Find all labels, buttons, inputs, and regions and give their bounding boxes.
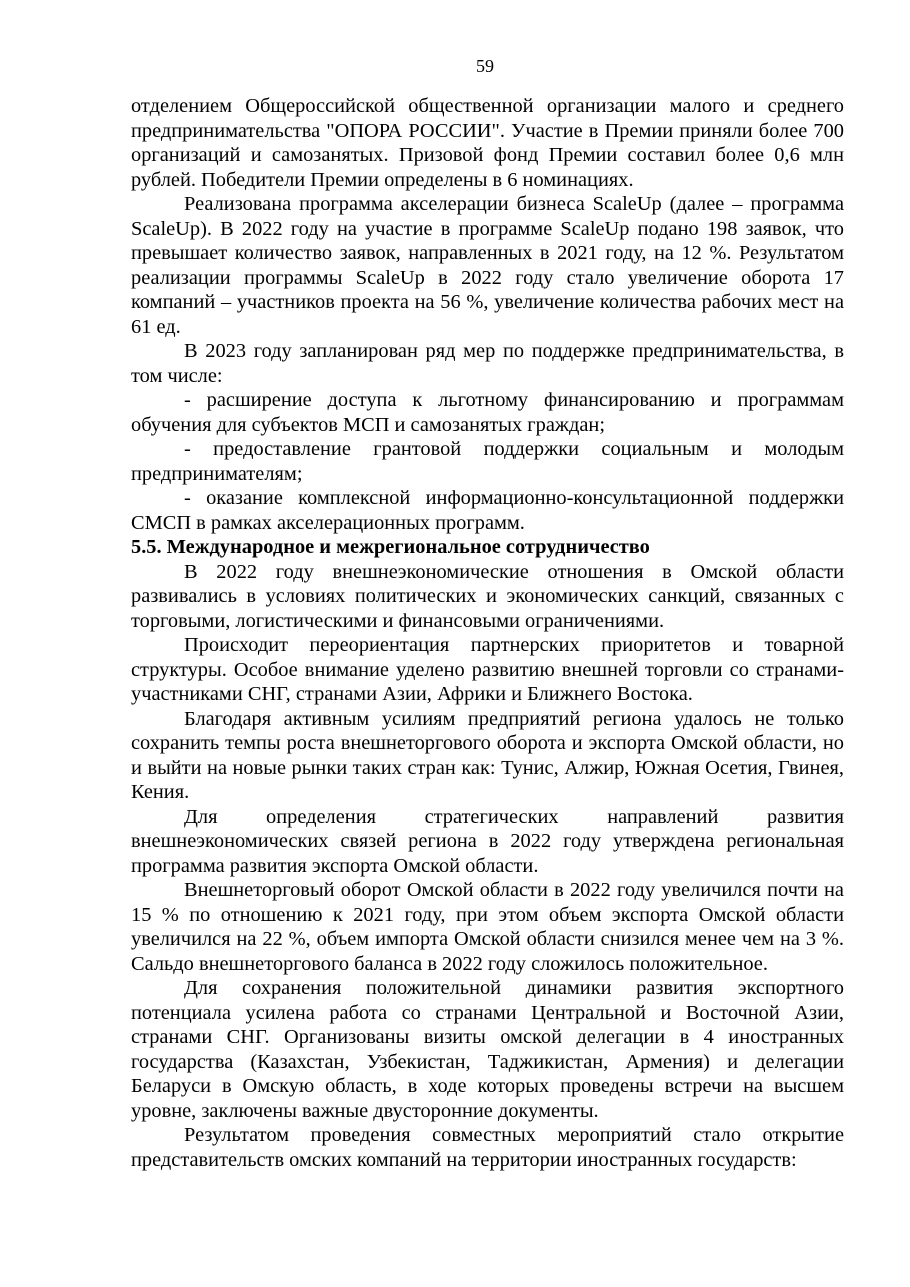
list-item: - расширение доступа к льготному финансированию и программам обучения для субъектов МСП и самозанятых граждан; xyxy=(131,389,844,436)
paragraph: Происходит переориентация партнерских приоритетов и товарной структуры. Особое внимание уделено развитию внешней торговли со странами-участниками СНГ, странами Азии, Африки и Ближнего Востока. xyxy=(131,634,844,705)
list-item: - оказание комплексной информационно-консультационной поддержки СМСП в рамках акселерационных программ. xyxy=(131,487,844,534)
list-item: - предоставление грантовой поддержки социальным и молодым предпринимателям; xyxy=(131,438,844,485)
document-body xyxy=(131,94,844,1172)
paragraph: Благодаря активным усилиям предприятий региона удалось не только сохранить темпы роста внешнеторгового оборота и экспорта Омской области, но и выйти на новые рынки таких стран как: Тунис, Алжир, Южная Осетия, Гвинея, Кения. xyxy=(131,707,844,803)
section-heading: 5.5. Международное и межрегиональное сотрудничество xyxy=(131,536,650,558)
paragraph: Для определения стратегических направлений развития внешнеэкономических связей региона в 2022 году утверждена региональная программа развития экспорта Омской области. xyxy=(131,805,844,877)
paragraph: Реализована программа акселерации бизнеса ScaleUp (далее – программа ScaleUp). В 2022 году на участие в программе ScaleUp подано 198 заявок, что превышает количество заявок, направленных в 2021 году, на 12 %. Результатом реализации программы ScaleUp в 2022 году стало увеличение оборота 17 компаний – участников проекта на 56 %, увеличение количества рабочих мест на 61 ед. xyxy=(131,193,844,338)
paragraph: отделением Общероссийской общественной организации малого и среднего предпринимательства "ОПОРА РОССИИ". Участие в Премии приняли более 700 организаций и самозанятых. Призовой фонд Премии составил более 0,6 млн рублей. Победители Премии определены в 6 номинациях. xyxy=(131,95,844,191)
paragraph: В 2022 году внешнеэкономические отношения в Омской области развивались в условиях политических и экономических санкций, связанных с торговыми, логистическими и финансовыми ограничениями. xyxy=(131,560,844,632)
paragraph: Результатом проведения совместных мероприятий стало открытие представительств омских компаний на территории иностранных государств: xyxy=(131,1124,844,1171)
page-number: 59 xyxy=(476,56,494,76)
paragraph: Внешнеторговый оборот Омской области в 2022 году увеличился почти на 15 % по отношению к 2021 году, при этом объем экспорта Омской области увеличился на 22 %, объем импорта Омской области снизился менее чем на 3 %. Сальдо внешнеторгового баланса в 2022 году сложилось положительное. xyxy=(131,879,844,975)
paragraph: В 2023 году запланирован ряд мер по поддержке предпринимательства, в том числе: xyxy=(131,340,844,387)
paragraph: Для сохранения положительной динамики развития экспортного потенциала усилена работа со странами Центральной и Восточной Азии, странами СНГ. Организованы визиты омской делегации в 4 иностранных государства (Казахстан, Узбекистан, Таджикистан, Армения) и делегации Беларуси в Омскую область, в ходе которых проведены встречи на высшем уровне, заключены важные двусторонние документы. xyxy=(131,977,844,1122)
